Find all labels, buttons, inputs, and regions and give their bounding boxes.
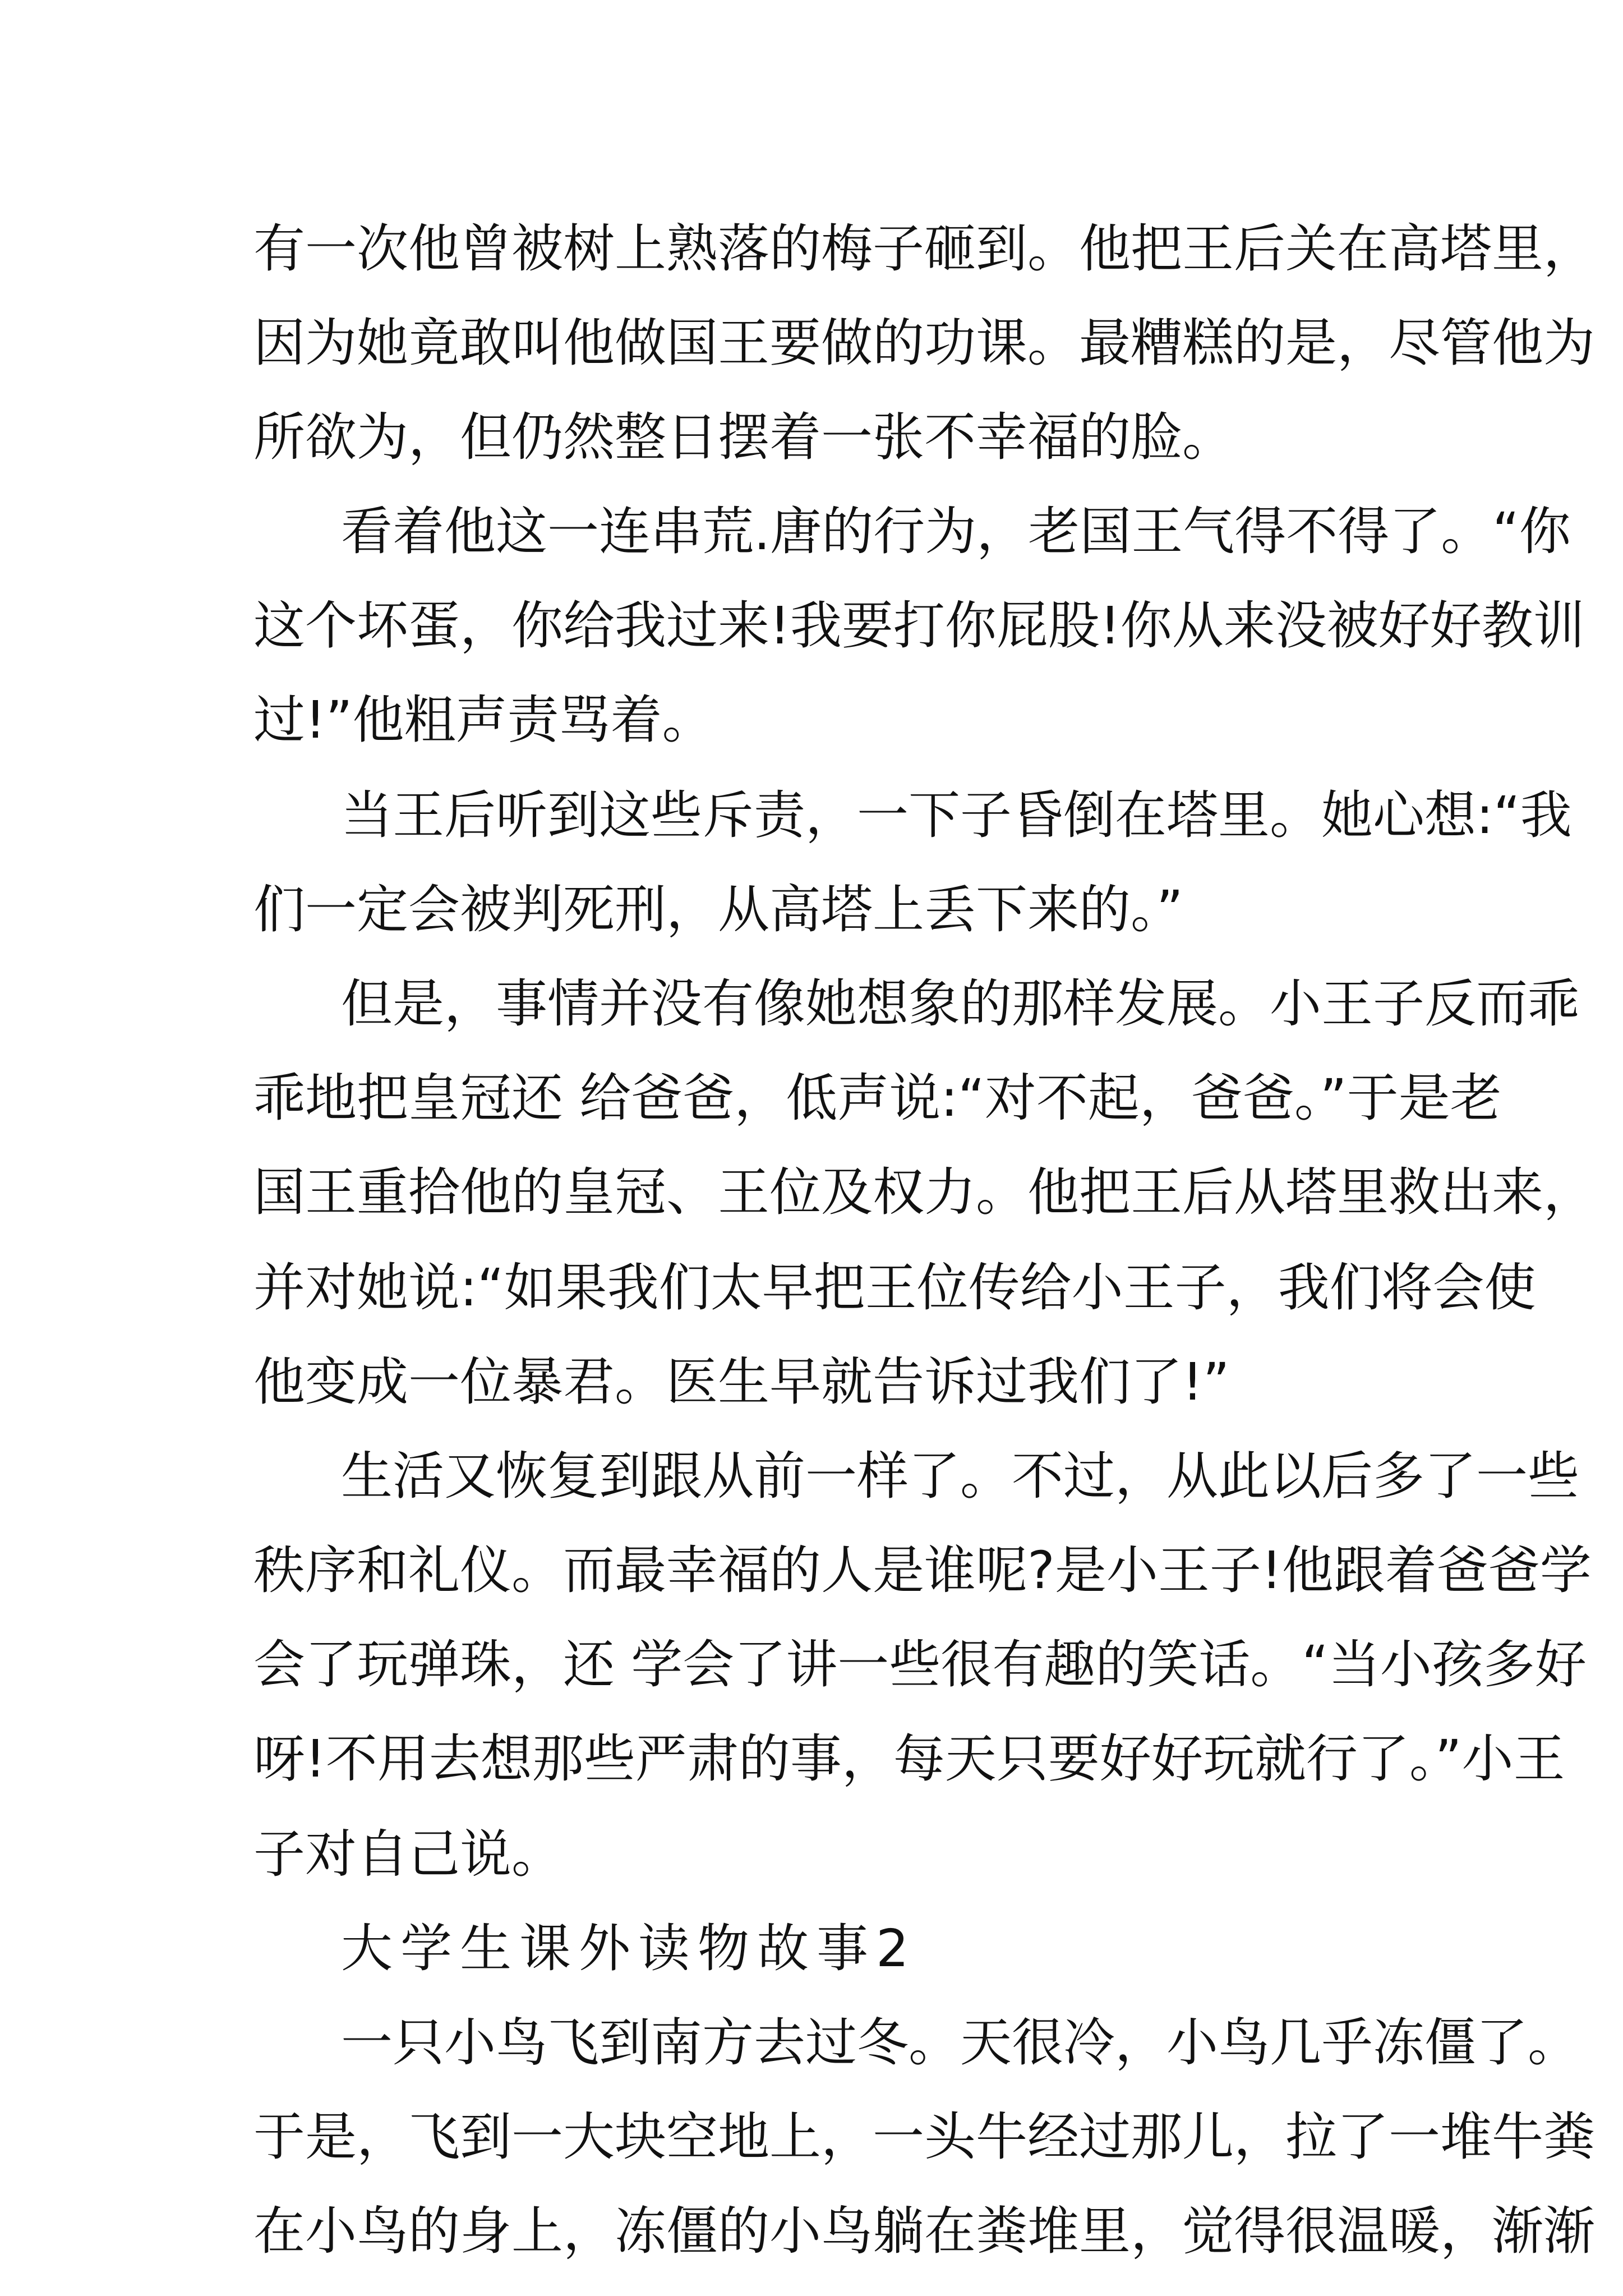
paragraph-first-line: 但是，事情并没有像她想象的那样发展。小王子反而乖 xyxy=(341,974,1580,1034)
text-line: 国王重拾他的皇冠、王位及权力。他把王后从塔里救出来， xyxy=(253,1162,1596,1222)
text-line: 这个坏蛋，你给我过来!我要打你屁股!你从来没被好好教训 xyxy=(253,596,1585,656)
text-line: 在小鸟的身上，冻僵的小鸟躺在粪堆里，觉得很温暖，渐渐 xyxy=(253,2201,1596,2261)
text-line: 呀!不用去想那些严肃的事，每天只要好好玩就行了。”小王 xyxy=(253,1729,1565,1789)
text-line: 并对她说:“如果我们太早把王位传给小王子，我们将会使 xyxy=(253,1258,1536,1318)
section-heading: 大学生课外读物故事2 xyxy=(341,1918,917,1978)
text-line: 他变成一位暴君。医生早就告诉过我们了!” xyxy=(253,1352,1230,1412)
text-line: 乖地把皇冠还 给爸爸，低声说:“对不起，爸爸。”于是老 xyxy=(253,1068,1502,1128)
text-line: 有一次他曾被树上熟落的梅子砸到。他把王后关在高塔里， xyxy=(253,219,1596,279)
text-line: 所欲为，但仍然整日摆着一张不幸福的脸。 xyxy=(253,407,1234,467)
text-line: 们一定会被判死刑，从高塔上丢下来的。” xyxy=(253,880,1183,940)
paragraph-first-line: 看着他这一连串荒.唐的行为，老国王气得不得了。“你 xyxy=(341,501,1571,562)
text-line: 因为她竟敢叫他做国王要做的功课。最糟糕的是，尽管他为 xyxy=(253,313,1596,373)
text-line: 于是，飞到一大块空地上，一头牛经过那儿，拉了一堆牛粪 xyxy=(253,2107,1596,2167)
paragraph-first-line: 一只小鸟飞到南方去过冬。天很冷，小鸟几乎冻僵了。 xyxy=(341,2013,1580,2073)
paragraph-first-line: 当王后听到这些斥责，一下子昏倒在塔里。她心想:“我 xyxy=(341,785,1572,845)
paragraph-first-line: 生活又恢复到跟从前一样了。不过，从此以后多了一些 xyxy=(341,1446,1580,1506)
text-line: 子对自己说。 xyxy=(253,1824,564,1884)
text-line: 过!”他粗声责骂着。 xyxy=(253,690,714,750)
text-line: 会了玩弹珠，还 学会了讲一些很有趣的笑话。“当小孩多好 xyxy=(253,1635,1587,1695)
text-line: 秩序和礼仪。而最幸福的人是谁呢?是小王子!他跟着爸爸学 xyxy=(253,1540,1592,1600)
